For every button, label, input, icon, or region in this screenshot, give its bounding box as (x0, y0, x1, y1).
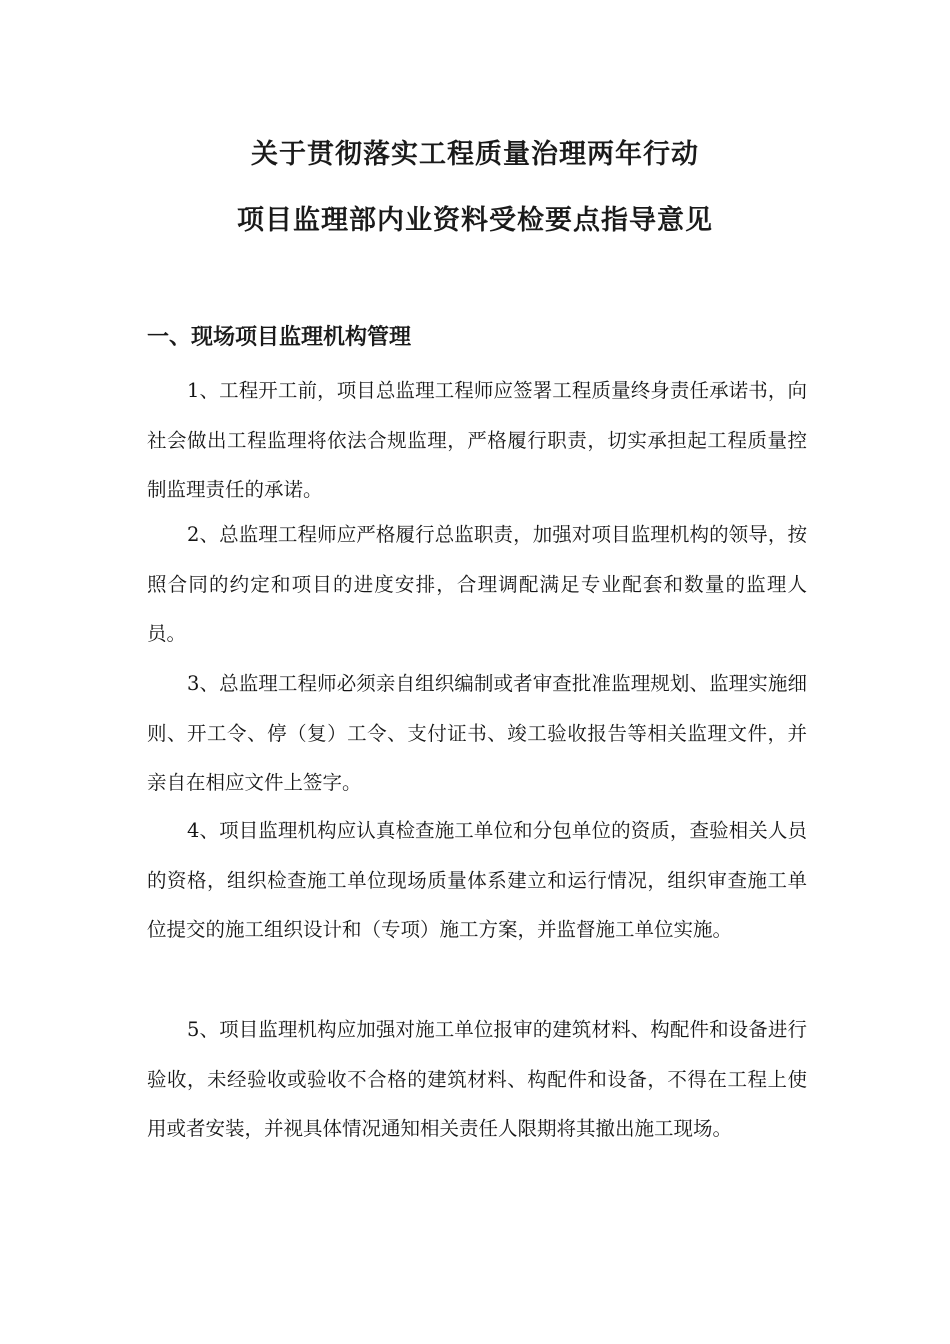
paragraph-1: 1、工程开工前，项目总监理工程师应签署工程质量终身责任承诺书，向社会做出工程监理将依法合规监理，严格履行职责，切实承担起工程质量控制监理责任的承诺。 (147, 379, 807, 501)
document-title-line2: 项目监理部内业资料受检要点指导意见 (237, 205, 713, 236)
paragraph-4: 4、项目监理机构应认真检查施工单位和分包单位的资质，查验相关人员的资格，组织检查施工单位现场质量体系建立和运行情况，组织审查施工单位提交的施工组织设计和（专项）施工方案，并监督施工单位实施。 (147, 819, 807, 941)
paragraph-3: 3、总监理工程师必须亲自组织编制或者审查批准监理规划、监理实施细则、开工令、停（复）工令、支付证书、竣工验收报告等相关监理文件，并亲自在相应文件上签字。 (147, 672, 807, 794)
document-title-line1: 关于贯彻落实工程质量治理两年行动 (251, 139, 699, 170)
paragraph-5: 5、项目监理机构应加强对施工单位报审的建筑材料、构配件和设备进行验收，未经验收或验收不合格的建筑材料、构配件和设备，不得在工程上使用或者安装，并视具体情况通知相关责任人限期将其撤出施工现场。 (147, 1018, 807, 1140)
paragraph-2: 2、总监理工程师应严格履行总监职责，加强对项目监理机构的领导，按照合同的约定和项目的进度安排，合理调配满足专业配套和数量的监理人员。 (147, 523, 807, 645)
section-heading: 一、现场项目监理机构管理 (147, 325, 412, 350)
